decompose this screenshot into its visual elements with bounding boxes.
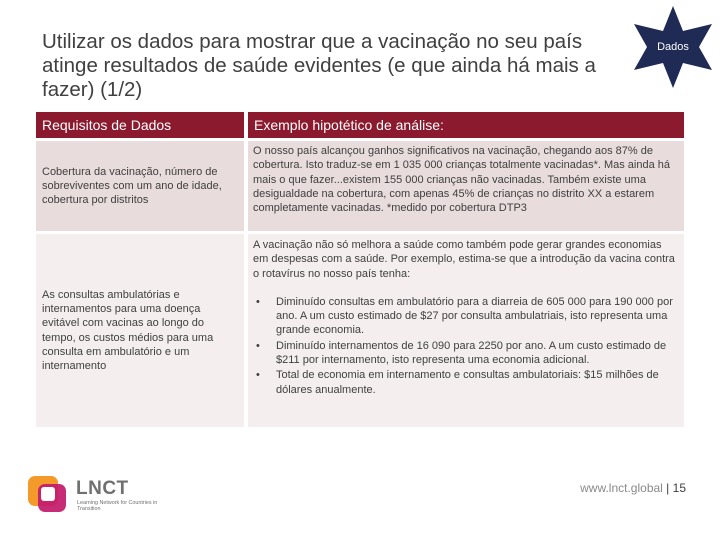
savings-bullet-list <box>253 295 678 397</box>
row2-requirement-text: As consultas ambulatórias e internamentos para uma doença evitável com vacinas ao longo do tempo, os custos médios para uma consulta em ambulatório e um internamento <box>42 288 214 373</box>
bullet-icon: • <box>256 295 260 308</box>
data-badge-label: Dados <box>657 41 689 53</box>
page-number: 15 <box>672 481 686 495</box>
footer <box>560 481 686 495</box>
logo-tagline: Learning Network for Countries in Transition <box>77 500 158 513</box>
footer-separator: | <box>662 481 673 495</box>
header-requirements: Requisitos de Dados <box>36 112 244 138</box>
header-analysis-example: Exemplo hipotético de análise: <box>248 112 684 138</box>
list-item: • Diminuído internamentos de 16 090 para 2250 por ano. A um custo estimado de $211 por internamento, isto representa uma economia adicional. <box>256 339 667 367</box>
bullet-icon: • <box>256 339 260 352</box>
row2-analysis <box>248 234 684 427</box>
row1-requirement <box>36 141 244 231</box>
row1-requirement-text: Cobertura da vacinação, número de sobreviventes com um ano de idade, cobertura por distritos <box>42 165 222 207</box>
row2-intro-text: A vacinação não só melhora a saúde como também pode gerar grandes economias em despesas com a saúde. Por exemplo, estima-se que a introdução da vacina contra o rotavírus no nosso país tenha: <box>253 239 675 280</box>
list-item: • Total de economia em internamento e consultas ambulatoriais: $15 milhões de dólares anualmente. <box>256 369 659 396</box>
row2-requirement <box>36 234 244 427</box>
bullet-icon: • <box>256 369 260 382</box>
slide-title: Utilizar os dados para mostrar que a vacinação no seu país atinge resultados de saúde evidentes (e que ainda há mais a fazer) (1/2) <box>42 30 596 101</box>
row1-analysis-text: O nosso país alcançou ganhos significativos na vacinação, chegando aos 87% de cobertura. Isto traduz-se em 1 035 000 crianças totalmente vacinadas*. Mas ainda há mais o que fazer...existem 155 000 crianças não vacinadas. Também existe uma desigualdade na cobertura, com apenas 45% de crianças no distrito XX a estarem completamente vacinadas. *medido por cobertura DTP3 <box>253 145 671 215</box>
row1-analysis <box>248 141 684 231</box>
footer-url[interactable]: www.lnct.global <box>580 481 663 495</box>
logo-name: LNCT <box>76 478 129 499</box>
list-item: • Diminuído consultas em ambulatório para a diarreia de 605 000 para 190 000 por ano. A um custo estimado de $27 por consulta ambulatriais, isto representa uma grande economia. <box>256 295 673 337</box>
